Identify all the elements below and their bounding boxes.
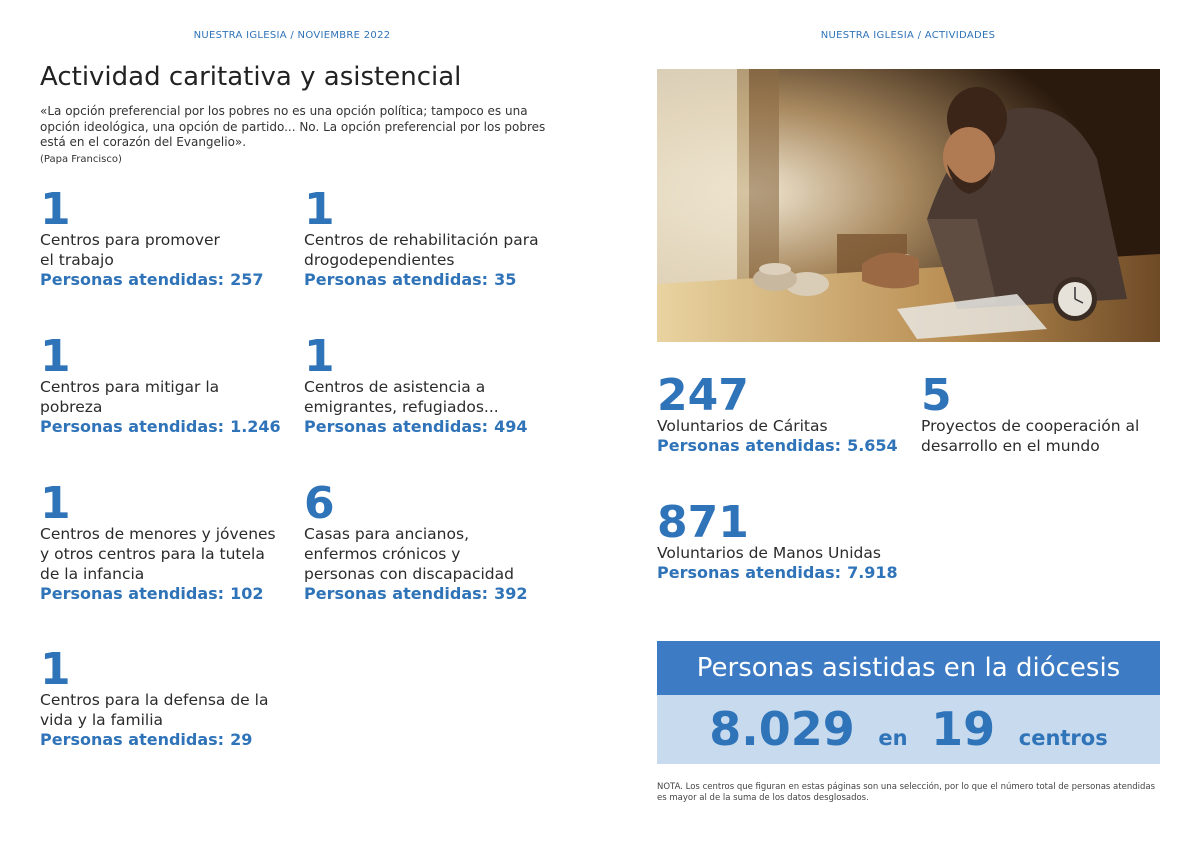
stat-people: Personas atendidas: 1.246 (40, 417, 281, 436)
stat-description: Centros para la defensa de la vida y la familia (40, 691, 269, 729)
stat-casas-ancianos (304, 478, 528, 604)
summary-centers-label: centros (1018, 726, 1108, 750)
stat-people: Personas atendidas: 392 (304, 584, 528, 603)
stat-description: Voluntarios de Cáritas (657, 417, 828, 435)
stat-description: Centros de menores y jóvenes y otros centros para la tutela de la infancia (40, 525, 276, 583)
stat-description: Voluntarios de Manos Unidas (657, 544, 881, 562)
summary-connector: en (878, 726, 908, 750)
stat-people: Personas atendidas: 102 (40, 584, 264, 603)
stat-description: Casas para ancianos, enfermos crónicos y personas con discapacidad (304, 525, 514, 583)
footnote: NOTA. Los centros que figuran en estas páginas son una selección, por lo que el número total de personas atendidas es mayor al de la suma de los datos desglosados. (657, 782, 1156, 803)
stat-number: 1 (304, 331, 335, 382)
stat-number: 6 (304, 478, 335, 529)
stat-number: 1 (304, 184, 335, 235)
stat-number: 1 (40, 478, 71, 529)
summary-values (657, 695, 1160, 764)
man-at-table-photo (657, 69, 1160, 342)
stat-number: 247 (657, 370, 749, 421)
stat-number: 1 (40, 644, 71, 695)
page-header-right: NUESTRA IGLESIA / ACTIVIDADES (820, 30, 996, 41)
stat-number: 871 (657, 497, 749, 548)
stat-description: Centros para mitigar la pobreza (40, 378, 220, 416)
stat-people: Personas atendidas: 257 (40, 270, 264, 289)
stat-description: Centros para promover el trabajo (40, 231, 220, 269)
stat-centros-emigrantes (304, 331, 528, 437)
stat-people: Personas atendidas: 5.654 (657, 436, 898, 455)
quote-author: (Papa Francisco) (40, 154, 122, 165)
stat-description: Centros de rehabilitación para drogodependientes (304, 231, 539, 269)
summary-centers: 19 (931, 702, 996, 756)
stat-number: 5 (921, 370, 952, 421)
stat-voluntarios-caritas (657, 370, 898, 456)
stat-centros-trabajo (40, 184, 264, 290)
stat-description: Proyectos de cooperación al desarrollo en el mundo (921, 417, 1140, 455)
page-title: Actividad caritativa y asistencial (40, 62, 462, 92)
stat-people: Personas atendidas: 7.918 (657, 563, 898, 582)
stat-centros-vida-familia (40, 644, 269, 750)
stat-number: 1 (40, 331, 71, 382)
summary-title: Personas asistidas en la diócesis (657, 641, 1160, 695)
stat-number: 1 (40, 184, 71, 235)
stat-proyectos-cooperacion (921, 370, 1140, 456)
summary-people: 8.029 (709, 702, 855, 756)
stat-centros-pobreza (40, 331, 281, 437)
page-header-left: NUESTRA IGLESIA / NOVIEMBRE 2022 (193, 30, 391, 41)
stat-description: Centros de asistencia a emigrantes, refugiados... (304, 378, 499, 416)
stat-people: Personas atendidas: 494 (304, 417, 528, 436)
stat-people: Personas atendidas: 29 (40, 730, 253, 749)
summary-banner (657, 641, 1160, 764)
quote-text: «La opción preferencial por los pobres no es una opción política; tampoco es una opción ideológica, una opción de partido... No. La opción preferencial por los pobres está en el corazón del Evangelio». (40, 104, 546, 149)
stat-centros-rehabilitacion (304, 184, 539, 290)
stat-people: Personas atendidas: 35 (304, 270, 517, 289)
stat-centros-menores (40, 478, 276, 604)
stat-voluntarios-manos-unidas (657, 497, 898, 583)
